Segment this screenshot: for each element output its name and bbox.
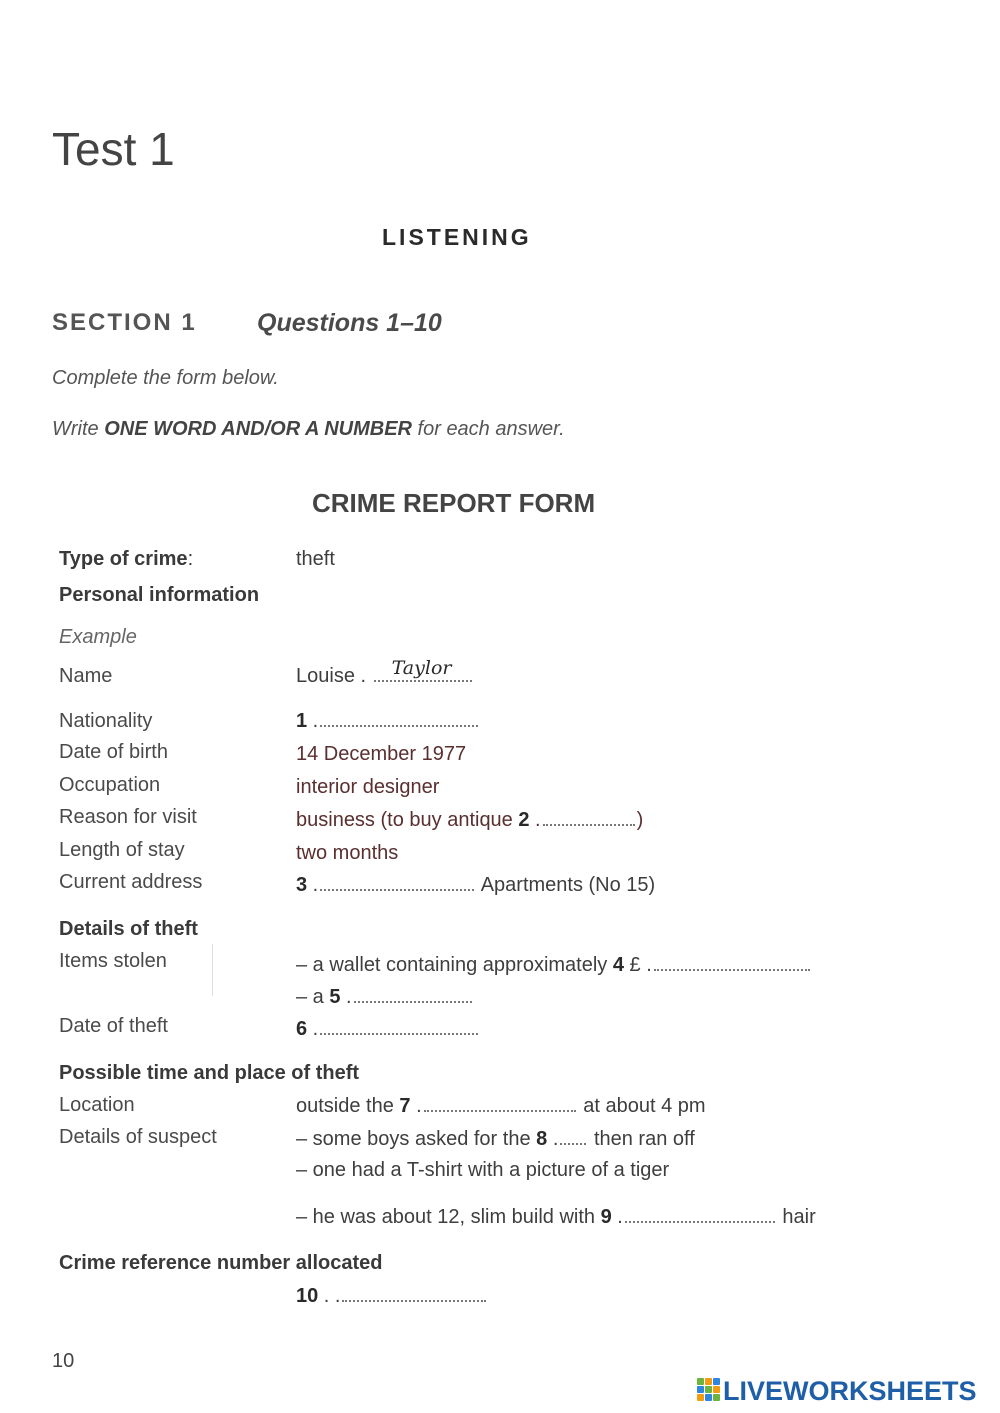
type-of-crime-value: theft	[296, 548, 335, 570]
suspect-line-3: – he was about 12, slim build with 9 . hair	[296, 1206, 816, 1228]
occupation-value: interior designer	[296, 776, 440, 798]
answer-blank-7[interactable]	[424, 1107, 576, 1112]
form-title: CRIME REPORT FORM	[312, 488, 596, 518]
reason-value: business (to buy antique 2 . )	[296, 809, 644, 831]
suspect-label: Details of suspect	[59, 1126, 217, 1148]
answer-blank-9[interactable]	[625, 1218, 775, 1223]
answer-blank-10[interactable]	[342, 1297, 486, 1302]
nationality-answer: 1 .	[296, 710, 480, 733]
test-title: Test 1	[52, 123, 175, 175]
details-of-theft-heading: Details of theft	[59, 918, 198, 940]
instruction-line-1: Complete the form below.	[52, 367, 279, 389]
crime-reference-heading: Crime reference number allocated	[59, 1252, 383, 1274]
location-label: Location	[59, 1094, 135, 1116]
instruction-line-2: Write ONE WORD AND/OR A NUMBER for each answer.	[52, 418, 565, 440]
length-of-stay-label: Length of stay	[59, 839, 185, 861]
answer-blank-6[interactable]	[320, 1030, 478, 1035]
possible-time-heading: Possible time and place of theft	[59, 1062, 360, 1084]
type-of-crime-label: Type of crime:	[59, 548, 194, 570]
answer-blank-4[interactable]	[654, 966, 810, 971]
date-of-theft-label: Date of theft	[59, 1015, 168, 1037]
section-heading: LISTENING	[382, 224, 532, 250]
address-value: 3 . Apartments (No 15)	[296, 874, 656, 896]
reason-label: Reason for visit	[59, 806, 197, 828]
occupation-label: Occupation	[59, 774, 161, 796]
answer-blank-5[interactable]	[354, 998, 472, 1003]
dob-value: 14 December 1977	[296, 743, 467, 765]
answer-blank-2[interactable]	[543, 821, 635, 826]
page-number: 10	[52, 1350, 75, 1372]
liveworksheets-logo-icon	[697, 1378, 721, 1409]
nationality-label: Nationality	[59, 710, 153, 732]
divider-line	[212, 944, 213, 996]
date-of-theft-answer: 6 .	[296, 1018, 480, 1041]
name-value: Louise . Taylor	[296, 665, 474, 688]
example-label: Example	[59, 626, 137, 648]
liveworksheets-brand[interactable]	[697, 1376, 977, 1409]
dob-label: Date of birth	[59, 741, 168, 763]
brand-text: LIVEWORKSHEETS	[723, 1376, 977, 1406]
crime-reference-answer: 10 . .	[296, 1285, 488, 1308]
items-stolen-item-2: – a 5 .	[296, 986, 474, 1009]
name-label: Name	[59, 665, 113, 687]
items-stolen-label: Items stolen	[59, 950, 167, 972]
length-of-stay-value: two months	[296, 842, 399, 864]
answer-blank-3[interactable]	[320, 886, 474, 891]
items-stolen-item-1: – a wallet containing approximately 4 £ .	[296, 954, 812, 977]
questions-label: Questions 1–10	[257, 309, 442, 337]
suspect-line-1: – some boys asked for the 8 . then ran off	[296, 1128, 695, 1150]
section-label: SECTION 1	[52, 309, 197, 336]
personal-info-heading: Personal information	[59, 584, 260, 606]
name-example-answer: Taylor	[372, 665, 474, 688]
location-value: outside the 7 . at about 4 pm	[296, 1095, 706, 1117]
address-label: Current address	[59, 871, 203, 893]
answer-blank-1[interactable]	[320, 722, 478, 727]
suspect-line-2: – one had a T-shirt with a picture of a tiger	[296, 1159, 670, 1181]
answer-blank-8[interactable]	[560, 1140, 586, 1145]
